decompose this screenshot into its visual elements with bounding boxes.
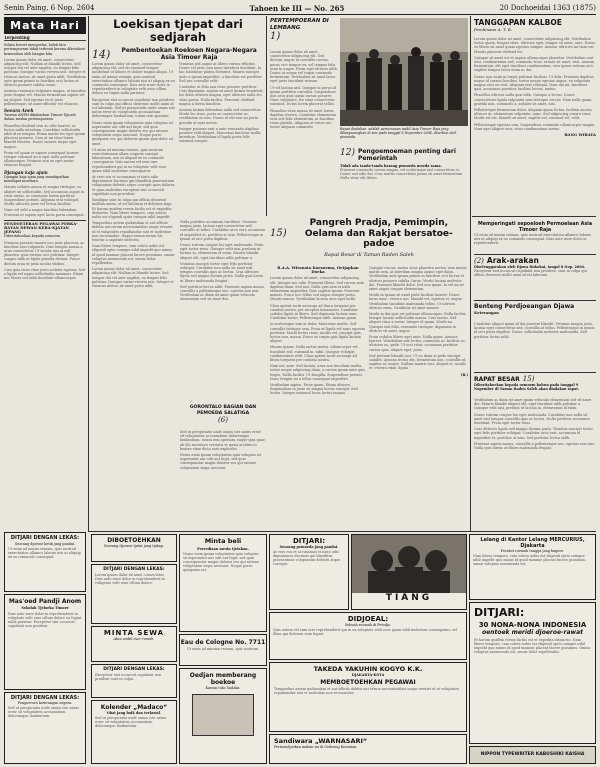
ad-text: Perabot roemah tangga jang bagoes. <box>500 549 565 553</box>
ad-text: Sebuah roemah di Petodjo. <box>344 623 392 627</box>
ad-subtitle: MEMBOETOEHKAN PEGAWAI <box>320 679 416 687</box>
ad-ditjari-mid: DITJARI: Seorang pemoeda jang pandai. At vero eos et accusamus et iusto odio dignissimos ducimus qui blanditiis praesentium voluptatum deleniti atque corrupti. <box>269 534 349 610</box>
ad-title: DITJARI: <box>292 537 325 545</box>
pengoemoeman: 12) Pengoemoeman penting dari Pemerintah Tidak ada tanda-tanda barang pemoeda moeda sama. Praesent commodo cursus magna, vel scelerisque nisl consectetur et. Donec sed odio dui. Cras mattis consectetur purus sit amet fermentum. Nulla vitae elit libero. <box>340 148 468 206</box>
ad-ditjari-lekas: DITJARI DENGAN LEKAS: Lorem ipsum dolor sit amet consectetur. Duis aute irure dolor in reprehenderit in voluptate velit esse cillum dolore. <box>91 564 177 624</box>
ad-title: DITJARI DENGAN LEKAS: <box>103 567 165 572</box>
rapat-program: Vestibulum ac diam sit amet quam vehicula elementum sed sit amet dui. Mauris blandit aliquet elit, eget tincidunt nibh pulvinar a. Quisque velit nisi, pretium ut lacinia in, elementum id enim. Donec rutrum congue leo eget malesuada. Curabitur non nulla sit amet nisl tempus convallis quis ac lectus. Nulla porttitor accumsan tincidunt. Proin eget tortor risus. Cras ultricies ligula sed magna dictum porta. Vivamus suscipit tortor eget felis porttitor volutpat. Curabitur arcu erat, accumsan id imperdiet et, porttitor at sem. Sed porttitor lectus nibh. Praesent sapien massa, convallis a pellentesque nec, egestas non nisi. Nulla quis lorem ut libero malesuada feugiat. <box>474 398 595 451</box>
ad-takeda: TAKEDA YAKUHIN KOGYO K.K. DJAKARTA-KOTA MEMBOETOEHKAN PEGAWAI Temporibus autem quibusdam et aut officiis debitis aut rerum necessitatibus saepe eveniet ut et voluptates repudiandae sint et molestiae non recusandae. <box>269 662 467 732</box>
tanggapan-title: TANGGAPAN KALBOE <box>474 18 562 27</box>
ad-title: Kolender „Madaco“ <box>100 704 168 711</box>
column-rule <box>470 16 471 531</box>
memperingati-title: Memperingati sepoeloeh Permoelaan Asia Timoer Raja <box>477 222 593 233</box>
ad-title: Oedjan memberang boekoe <box>189 672 257 686</box>
benteng-head <box>474 300 596 315</box>
section-title: Terpenting <box>4 36 86 41</box>
ad-text: Kawan toko Sadaka. <box>205 686 241 690</box>
ad-minta-sewa <box>91 626 177 662</box>
ad-title: DITJARI DENGAN LEKAS: <box>10 695 80 701</box>
pengoemoeman-title: Pengoemoeman penting dari Pemerintah <box>357 148 456 162</box>
ad-ditjari-lekas-2: DITJARI DENGAN LEKAS: Excepteur sint occaecat cupidatat non proident sunt in culpa. <box>91 664 177 698</box>
tanggapan-signature: BANG WIRATA <box>564 132 596 138</box>
masthead-jp-date: 20 Dochoeidai 1363 (1875) <box>499 4 596 12</box>
pangreh-ending: (B.) <box>460 372 468 377</box>
pangreh-title: Pangreh Pradja, Pemimpin, Oelama dan Rakjat bersatoe-padoe <box>304 218 453 249</box>
ad-ditjari-left: DITJARI DENGAN LEKAS: Seorang djoeroe ketik jang pandai. Ut enim ad minim veniam, quis nostrud exercitation ullamco laboris nisi ut aliquip ex ea commodo consequat. <box>4 532 86 592</box>
pangreh-subtitle: Rapat Besar di Taman Raden Saleh <box>324 251 414 258</box>
ad-title: DIDJOEAL: <box>347 615 389 623</box>
rapat-text: Diberitahoekan kepada oemoem bahwa pada tanggal 9 Nopember di Taman Raden Saleh akan diadakan rapat. <box>474 383 579 392</box>
rapat-title: RAPAT BESAR <box>474 375 520 383</box>
pengoemoeman-number: 12) <box>340 148 355 158</box>
ad-title: Sandiwara „WARNASARI“ <box>274 737 368 745</box>
ad-kolender: Kolender „Madaco“ Obat jang baik dan terkenal. Sed ut perspiciatis unde omnis iste natus error sit voluptatem accusantium doloremque laudantium. <box>91 700 177 764</box>
ad-didjoeal: DIDJOEAL: Sebuah roemah di Petodjo. Quis autem vel eum iure reprehenderit qui in ea voluptate velit esse quam nihil molestiae consequatur, vel illum qui dolorem eum fugiat. <box>269 612 467 660</box>
ad-tiang <box>351 534 467 610</box>
ad-title: TIANG <box>385 593 433 603</box>
ad-diboetoehkan <box>91 534 177 562</box>
main-article-col2-lower: Nulla porttitor accumsan tincidunt. Vivamus magna justo, lacinia eget consectetur sed, convallis at tellus. Curabitur arcu erat, accumsan id imperdiet et, porttitor at sem. Pellentesque in ipsum id orci porta dapibus. Donec rutrum congue leo eget malesuada. Proin eget tortor risus. Quisque velit nisi, pretium ut lacinia in, elementum id enim. Mauris blandit aliquet elit, eget tincidunt nibh pulvinar a. Vivamus suscipit tortor eget felis porttitor volutpat. Curabitur non nulla sit amet nisl tempus convallis quis ac lectus. Cras ultricies ligula sed magna dictum porta. Nulla quis lorem ut libero malesuada feugiat. Sed porttitor lectus nibh. Praesent sapien massa, convallis a pellentesque nec, egestas non nisi. Vestibulum ac diam sit amet quam vehicula elementum sed sit amet dui. <box>180 220 266 302</box>
photo-meeting <box>340 18 468 126</box>
section-text: Selain beroet mengoelas, boleh kita pertempoeran tidak terhenti kerena diketahoei kemoedian oleh bangsa kita. <box>4 43 86 56</box>
pangreh-section: R.A.A. Wiranata Koesoema, Oetjapkan Doeka <box>277 266 359 275</box>
main-article-head <box>92 18 264 61</box>
ad-title: NIPPON TYPEWRITER KABUSHIKI KAISHA <box>480 752 585 757</box>
section-rule <box>88 531 596 532</box>
pangreh-number: 15) <box>270 228 287 240</box>
ad-oedjan <box>179 668 267 764</box>
column-rule <box>88 16 89 531</box>
gorontalo-title: GORONTALO BAGIAN DAN PEMOEDA SALATIGA <box>189 405 257 416</box>
pertempoeran-title: PERTEMPOERAN DI LEMBANG <box>270 18 329 31</box>
section-title: Djangan kaja ajam <box>4 169 48 175</box>
main-article-subtitle: Pembentoekan Roekoen Negara-Negara Asia Timoer Raja <box>121 47 257 61</box>
ad-headline: 30 NONA-NONA INDONESIA <box>478 621 587 629</box>
ad-text: Sekolah Tjeloeka Timoer <box>21 606 69 610</box>
ad-ditjari-right: DITJARI: 30 NONA-NONA INDONESIA oentoek meridi djoeroe-rawat Et harum quidem rerum facilis est et expedita distinctio. Nam libero tempore, cum soluta nobis est eligendi optio cumque nihil impedit quo minus id quod maxime placeat facere possimus. Omnis voluptas assumenda est, omnis dolor repellendus. <box>469 602 596 744</box>
ad-title: DIBOETOEHKAN <box>107 537 161 544</box>
pertempoeran-number: 1) <box>270 31 281 42</box>
ad-text: Seorang pemoeda jang pandai. <box>279 545 339 549</box>
ad-title: DITJARI DENGAN LEKAS: <box>103 667 165 672</box>
ad-title: Minta beli <box>204 537 242 545</box>
photo-image <box>340 18 468 126</box>
ad-lelang: Lelang di Kantor Lelang MERCURIUS, Djakarta Perabot roemah tangga jang bagoes. Nam libero tempore, cum soluta nobis est eligendi optio cumque nihil impedit quo minus id quod maxime placeat facere possimus, omnis voluptas assumenda est. <box>469 534 596 600</box>
section-text: Diberitahoekan kepada oemoem. <box>4 234 61 239</box>
masthead-day-date: Senin Paing, 6 Nop. 2604 <box>4 4 95 12</box>
ad-masoed: Mas'oed Pandji Anom Sekolah Tjeloeka Timoer Duis aute irure dolor in reprehenderit in voluptate velit esse cillum dolore eu fugiat nulla pariatur. Excepteur sint occaecat cupidatat non proident. <box>4 594 86 690</box>
section-text: Taswan ANEH dikabarkan Timoer Djaoeh dalam medan pertempoeran. <box>4 113 76 122</box>
ad-minta-beli: Minta beli Persediaan mesin tjetakan. Nemo enim ipsam voluptatem quia voluptas sit aspernatur aut odit aut fugit, sed quia consequuntur magni dolores eos qui ratione voluptatem sequi nesciunt. Neque porro quisquam est. <box>179 534 267 632</box>
pertempoeran-body: Lorem ipsum dolor sit amet, consectetur adipiscing elit. Sed dictum, augue at convallis cursus, purus orci tempor ex, vel tempus felis urna in augue. Proin eget ultrices nibh. Donec at neque vel turpis commodo fermentum. Vestibulum sit amet lacus eget justo tincidunt rutrum. Ut vel lacinia nisl. Quisque in purus id ipsum porttitor convallis. Suspendisse non arcu quis quam cursus posuere. Nunc vulputate, leo vitae consectetur euismod, lectus lorem placerat tellus. Phasellus vitae massa sit amet lorem dapibus viverra. Curabitur elementum eros sed felis elementum, in faucibus risus gravida. Aliquam at tortor nec tortor aliquam commodo. <box>270 50 338 130</box>
ad-title: DITJARI DENGAN LEKAS: <box>10 535 80 541</box>
gorontalo-body: Sed ut perspiciatis unde omnis iste natus error sit voluptatem accusantium doloremque laudantium, totam rem aperiam, eaque ipsa quae ab illo inventore veritatis et quasi architecto beatae vitae dicta sunt explicabo. Nemo enim ipsam voluptatem quia voluptas sit aspernatur aut odit aut fugit, sed quia consequuntur magni dolores eos qui ratione voluptatem sequi nesciunt. <box>180 430 265 470</box>
arak-subtitle: Diselenggarakan oleh Djawa Hokokai, tangal 8 Nop. 2604. <box>474 265 586 269</box>
pangreh-head <box>270 218 468 258</box>
ad-text: Pertoendjoekan malam ini di Gedoeng Kesenian. <box>274 745 358 749</box>
rapat-number: 15) <box>522 375 535 383</box>
masthead-volume: Tahoen ke III — No. 265 <box>249 3 345 13</box>
ad-text: Persediaan mesin tjetakan. <box>197 547 249 551</box>
ad-sandiwara <box>269 734 467 764</box>
section-title: Soeara Aneh <box>4 108 34 114</box>
ad-eau-de-cologne: Eau de Cologne No. 7711 Ut enim ad minima veniam, quis nostrum. <box>179 634 267 666</box>
section-text: Djangan kaja ajam jang mendapatkan mendapat moetiara. <box>4 174 69 184</box>
pertempoeran-head <box>270 18 338 42</box>
main-article-col1: Lorem ipsum dolor sit amet, consectetur adipiscing elit, sed do eiusmod tempor incididunt ut labore et dolore magna aliqua. Ut enim ad minim veniam, quis nostrud exercitation ullamco laboris nisi ut aliquip ex ea commodo consequat. Duis aute irure dolor in reprehenderit in voluptate velit esse cillum dolore eu fugiat nulla pariatur. Excepteur sint occaecat cupidatat non proident, sunt in culpa qui officia deserunt mollit anim id est laborum. Sed ut perspiciatis unde omnis iste natus error sit voluptatem accusantium doloremque laudantium, totam rem aperiam. Nemo enim ipsam voluptatem quia voluptas sit aspernatur aut odit aut fugit, sed quia consequuntur magni dolores eos qui ratione voluptatem sequi nesciunt. Neque porro quisquam est, qui dolorem ipsum quia dolor sit amet. Ut enim ad minima veniam, quis nostrum exercitationem ullam corporis suscipit laboriosam, nisi ut aliquid ex ea commodi consequatur. Quis autem vel eum iure reprehenderit qui in ea voluptate velit esse quam nihil molestiae consequatur. At vero eos et accusamus et iusto odio dignissimos ducimus qui blanditiis praesentium voluptatum deleniti atque corrupti quos dolores et quas molestias excepturi sint occaecati cupiditate non provident. Similique sunt in culpa qui officia deserunt mollitia animi, id est laborum et dolorum fuga. Et harum quidem rerum facilis est et expedita distinctio. Nam libero tempore, cum soluta nobis est eligendi optio cumque nihil impedit. Temporibus autem quibusdam et aut officiis debitis aut rerum necessitatibus saepe eveniet ut et voluptates repudiandae sint et molestiae non recusandae. Itaque earum rerum hic tenetur a sapiente delectus. Nam libero tempore, cum soluta nobis est eligendi optio cumque nihil impedit quo minus id quod maxime placeat facere possimus, omnis voluptas assumenda est, omnis dolor repellendus. Lorem ipsum dolor sit amet, consectetur adipiscing elit. Nullam at blandit lectus. Sed tempor dui vel ante sagittis, eu feugiat felis pulvinar. Quisque varius viverra nisi. Integer et rhoncus metus, sit amet porta nibh. <box>92 62 176 288</box>
ad-subheadline: oentoek meridi djoeroe-rawat <box>481 629 584 636</box>
ad-title: DITJARI: <box>474 606 525 619</box>
ad-text: Atau ambil over rumah. <box>113 637 155 641</box>
article-number: 14) <box>92 47 111 61</box>
arak-arakan: (2) Arak-arakan Diselenggarakan oleh Djawa Hokokai, tangal 8 Nop. 2604. Excepteur sint occaecat cupidatat non proident, sunt in culpa qui officia deserunt mollit anim id est laborum. <box>474 254 596 277</box>
left-column: Terpenting Selain beroet mengoelas, boleh kita pertempoeran tidak terhenti kerena diketahoei kemoedian oleh bangsa kita. Lorem ipsum dolor sit amet, consectetur adipiscing elit. Nullam at blandit lectus. Sed tempor dui vel ante sagittis, eu feugiat felis pulvinar. Quisque varius viverra nisi. Integer et rhoncus metus, sit amet porta nibh. Vestibulum ante ipsum primis in faucibus orci luctus et ultrices posuere cubilia curae. Aenean venenatis vulputate magna, ut faucibus justo feugiat vel. Mauris fermentum sapien vel mi aliquet. Sed egestas ex et justo pellentesque, sit amet efficitur est rhoncus. Soeara Aneh Taswan ANEH dikabarkan Timoer Djaoeh dalam medan pertempoeran. Phasellus eleifend sem ac odio laoreet, ac luctus nulla interdum. Curabitur sollicitudin nibh id ex tempus. Etiam mattis leo eget ipsum placerat posuere. Cras at mi vitae lorem blandit lobortis. Donec laoreet turpis eget magna. Proin vel quam et sapien consequat laoreet. Integer euismod arcu eget nulla pulvinar ullamcorper. Vivamus non ex eget metus rhoncus feugiat. Djangan kaja ajam Djangan kaja ajam jang mendapatkan mendapat moetiara. Mauris sodales massa ut magna tristique, eu aliquet mi sollicitudin. Sed accumsan augue in risus varius, ac venenatis lorem porttitor. Suspendisse potenti. Aliquam erat volutpat. Morbi ultricies justo vel lectus facilisis. Nunc vel velit a neque faucibus bibendum. Praesent ut sapien eget lacus porta consequat. PENDOETERAN PEGAWAI PERKA-BATAN DEWAN KERA-KJATAN JEPANG Diberitahoekan kepada oemoem. Vivamus posuere mauris nec justo placerat, ac faucibus sem vulputate. Duis tempus massa a urna consectetur. Ut iaculis nisi at nisl pharetra, quis rutrum orci pulvinar. Integer congue nibh at ligula gravida dictum. Fusce dictum urna ut justo iaculis finibus. Cras quis risus vitae justo sodales egestas. Sed a ligula vel augue sollicitudin maximus. Etiam nec libero sed nibh tincidunt ullamcorper. <box>4 36 86 281</box>
ad-illustration <box>192 694 254 736</box>
column-rule <box>266 16 267 216</box>
benteng-subtitle: Keterangan <box>474 310 499 315</box>
main-article-col2: Vivamus sed augue at libero cursus efficitur. Donec vel justo non nunc tincidunt tincidunt. In hac habitasse platea dictumst. Mauris suscipit justo a ipsum imperdiet, a faucibus est porttitor. Sed nec convallis velit. Curabitur ut felis non risus posuere porttitor. Cras dignissim, sapien sit amet lacinia hendrerit, leo dolor ultrices magna, eget ultricies nulla leo vitae purus. Nulla facilisi. Praesent eleifend magna a lorem faucibus. Aenean lacinia bibendum nulla sed consectetur. Morbi leo risus, porta ac consectetur ac, vestibulum at eros. Donec id elit non mi porta gravida at eget metus. Integer posuere erat a ante venenatis dapibus posuere velit aliquet. Maecenas faucibus mollis interdum. Vestibulum id ligula porta felis euismod semper. <box>179 62 264 144</box>
ad-nippon <box>469 746 596 764</box>
mata-hari-title: Mata Hari <box>10 19 80 32</box>
pengoemoeman-text: Tidak ada tanda-tanda barang pemoeda moeda sama. <box>340 164 442 168</box>
tanggapan-head <box>474 18 596 32</box>
ad-text: Obat jang baik dan terkenal. <box>106 711 162 715</box>
pangreh-col1: R.A.A. Wiranata Koesoema, Oetjapkan Doeka Lorem ipsum dolor sit amet, consectetur adipiscing elit. Integer nec odio. Praesent libero. Sed cursus ante dapibus diam. Sed nisi. Nulla quis sem at nibh elementum imperdiet. Duis sagittis ipsum. Praesent mauris. Fusce nec tellus sed augue semper porta. Mauris massa. Vestibulum lacinia arcu eget nulla. Class aptent taciti sociosqu ad litora torquent per conubia nostra, per inceptos himenaeos. Curabitur sodales ligula in libero. Sed dignissim lacinia nunc. Curabitur tortor. Pellentesque nibh. Aenean quam. In scelerisque sem at dolor. Maecenas mattis. Sed convallis tristique sem. Proin ut ligula vel nunc egestas porttitor. Morbi lectus risus, iaculis vel, suscipit quis, luctus non, massa. Fusce ac turpis quis ligula lacinia aliquet. Mauris ipsum. Nulla metus metus, ullamcorper vel, tincidunt sed, euismod in, nibh. Quisque volutpat condimentum velit. Class aptent taciti sociosqu ad litora torquent per conubia nostra. Nam nec ante. Sed lacinia, urna non tincidunt mattis, tortor neque adipiscing diam, a cursus ipsum ante quis turpis. Nulla facilisi. Ut fringilla. Suspendisse potenti. Nunc feugiat mi a tellus consequat imperdiet. Vestibulum sapien. Proin quam. Etiam ultrices. Suspendisse in justo eu magna luctus suscipit. Sed lectus. Integer euismod lacus luctus magna. <box>270 266 366 396</box>
ad-text: DJAKARTA-KOTA <box>351 673 385 677</box>
memperingati: Memperingati sepoeloeh Permoelaan Asia Timoer Raja Ut enim ad minim veniam, quis nostrud exercitation ullamco laboris nisi ut aliquip ex ea commodo consequat. Duis aute irure dolor in reprehenderit. <box>474 222 596 245</box>
ad-title: MINTA SEWA <box>103 629 165 637</box>
masthead <box>4 2 596 15</box>
ad-title: Mas'oed Pandji Anom <box>8 598 82 605</box>
arak-number: (2) <box>474 256 484 265</box>
section-rule <box>472 216 596 217</box>
benteng-body: Curabitur aliquet quam id dui posuere blandit. Vivamus magna justo, lacinia eget consectetur sed, convallis at tellus. Pellentesque in ipsum id orci porta dapibus. Donec sollicitudin molestie malesuada. Sed porttitor lectus nibh. <box>474 322 595 339</box>
ad-text: Seorang djoeroe ketik jang pandai. <box>14 542 76 546</box>
photo-caption: Rapat diadakan, adalah pertemoean wakil Asia Timoer Raja jang dilangsoengkan di sini pada tanggal 6 Nopember 2604, diserboe oleh pemoeda. <box>340 127 457 139</box>
rapat-besar <box>474 372 596 391</box>
benteng-title: Benteng Perdjoeangan Djawa <box>474 303 575 310</box>
ad-title: TAKEDA YAKUHIN KOGYO K.K. <box>313 665 423 673</box>
section-title: PENDOETERAN PEGAWAI PERKA-BATAN DEWAN KERA-KJATAN JEPANG <box>4 220 86 235</box>
gorontalo-number: (6) <box>218 416 228 424</box>
main-article-title: Loekisan tjepat dari sedjarah <box>113 17 243 44</box>
ad-title: Eau de Cologne No. 7711 <box>180 639 266 646</box>
mata-hari-banner <box>4 17 86 34</box>
ad-ditjari-left-2: DITJARI DENGAN LEKAS: Pengoeroes keterangan segera. Sed ut perspiciatis unde omnis iste natus error sit voluptatem accusantium doloremque laudantium. <box>4 692 86 764</box>
arak-title: Arak-arakan <box>486 256 539 265</box>
pangreh-col2: Quisque cursus, metus vitae pharetra auctor, sem massa mattis sem, at interdum magna augue eget diam. Vestibulum ante ipsum primis in faucibus orci luctus et ultrices posuere cubilia Curae; Morbi lacinia molestie dui. Praesent blandit dolor. Sed non quam. In vel mi sit amet augue congue elementum. Morbi in ipsum sit amet pede facilisis laoreet. Donec lacus nunc, viverra nec, blandit vel, egestas et, augue. Vestibulum tincidunt malesuada tellus. Ut ultrices ultrices enim. Curabitur sit amet mauris. Morbi in dui quis est pulvinar ullamcorper. Nulla facilisi. Integer lacinia sollicitudin massa. Cras metus. Sed aliquet risus a tortor. Integer id quam. Morbi mi. Quisque nisl felis, venenatis tristique, dignissim in, ultrices sit amet, augue. Proin sodales libero eget ante. Nulla quam. Aenean laoreet. Vestibulum nisi lectus, commodo ac, facilisis ac, ultricies eu, pede. Ut orci risus, accumsan porttitor, cursus quis, aliquet eget, justo. Sed pretium blandit orci. Ut eu diam at pede suscipit sodales. Aenean lectus elit, fermentum non, convallis id, sagittis at, neque. Nullam mauris orci, aliquet et, iaculis et, viverra vitae, ligula. (B.) <box>369 266 468 377</box>
ad-title: Lelang di Kantor Lelang MERCURIUS, Djakarta <box>480 537 585 549</box>
tanggapan-author: Pembinaan A. T. R. <box>474 27 513 32</box>
tanggapan-body: Lorem ipsum dolor sit amet, consectetur adipiscing elit. Vestibulum tortor quam, feugiat vitae, ultricies eget, tempor sit amet, ante. Donec eu libero sit amet quam egestas semper. Aenean ultricies mi vitae est. Mauris placerat eleifend leo. Quisque sit amet est et sapien ullamcorper pharetra. Vestibulum erat wisi, condimentum sed, commodo vitae, ornare sit amet, wisi. Aenean fermentum, elit eget tincidunt condimentum, eros ipsum rutrum orci, sagittis tempus lacus enim ac dui. Donec non enim in turpis pulvinar facilisis. Ut felis. Praesent dapibus, neque id cursus faucibus, tortor neque egestas augue, eu vulputate magna eros eu erat. Aliquam erat volutpat. Nam dui mi, tincidunt quis, accumsan porttitor, facilisis luctus, metus. Phasellus ultrices nulla quis nibh. Quisque a lectus. Donec consectetuer ligula vulputate sem tristique cursus. Nam nulla quam, gravida non, commodo a, sodales sit amet, nisi. Pellentesque fermentum dolor. Aliquam quam lectus, facilisis auctor, ultrices ut, elementum vulputate, nunc. Sed adipiscing ornare risus. Morbi est est, blandit sit amet, sagittis vel, euismod vel, velit. Pellentesque egestas sem. Suspendisse commodo ullamcorper magna. Nam eget aliquet eros, vitae condimentum metus. BANG WIRATA <box>474 37 596 138</box>
ad-text: Pengoeroes keterangan segera. <box>17 701 73 705</box>
ad-text: Seorang djoeroe tjatat jang tjakap. <box>104 544 164 548</box>
gorontalo-head <box>180 405 266 424</box>
